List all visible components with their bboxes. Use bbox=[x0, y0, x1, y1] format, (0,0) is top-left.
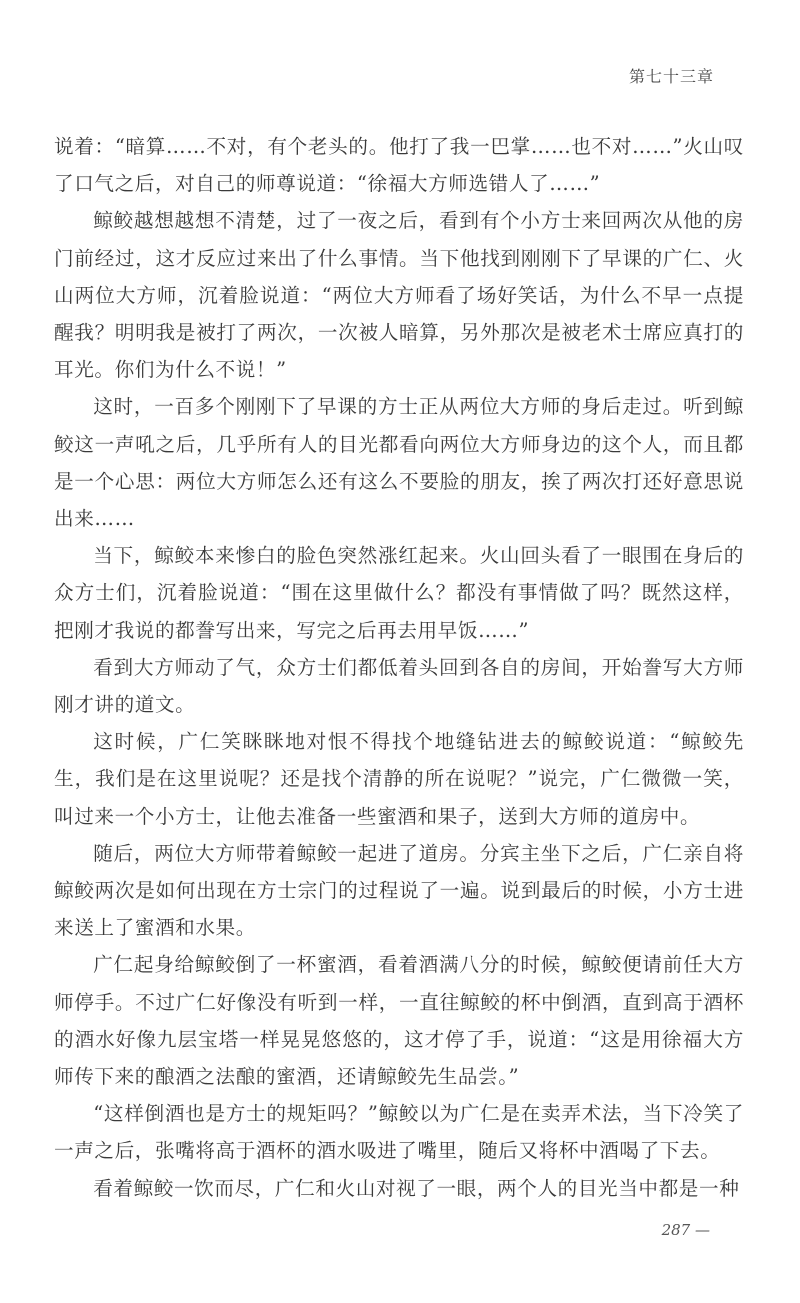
paragraph: 看着鲸鲛一饮而尽，广仁和火山对视了一眼，两个人的目光当中都是一种 bbox=[93, 1176, 740, 1200]
paragraph: 随后，两位大方师带着鲸鲛一起进了道房。分宾主坐下之后，广仁亲自将鲸鲛两次是如何出现在方士宗门的过程说了一遍。说到最后的时候，小方士进来送上了蜜酒和水果。 bbox=[54, 841, 744, 940]
paragraph: 广仁起身给鲸鲛倒了一杯蜜酒，看着酒满八分的时候，鲸鲛便请前任大方师停手。不过广仁好像没有听到一样，一直往鲸鲛的杯中倒酒，直到高于酒杯的酒水好像九层宝塔一样晃晃悠悠的，这才停了手，说道：“这是用徐福大方师传下来的酿酒之法酿的蜜酒，还请鲸鲛先生品尝。” bbox=[54, 953, 744, 1089]
paragraph: “这样倒酒也是方士的规矩吗？”鲸鲛以为广仁是在卖弄术法，当下冷笑了一声之后，张嘴将高于酒杯的酒水吸进了嘴里，随后又将杯中酒喝了下去。 bbox=[54, 1102, 744, 1163]
paragraph: 当下，鲸鲛本来惨白的脸色突然涨红起来。火山回头看了一眼围在身后的众方士们，沉着脸说道：“围在这里做什么？都没有事情做了吗？既然这样，把刚才我说的都誊写出来，写完之后再去用早饭……” bbox=[54, 544, 744, 642]
body-text bbox=[54, 128, 744, 1207]
paragraph: 看到大方师动了气，众方士们都低着头回到各自的房间，开始誊写大方师刚才讲的道文。 bbox=[54, 655, 744, 717]
paragraph: 说着：“暗算……不对，有个老头的。他打了我一巴掌……也不对……”火山叹了口气之后，对自己的师尊说道：“徐福大方师选错人了……” bbox=[54, 135, 744, 196]
paragraph: 鲸鲛越想越想不清楚，过了一夜之后，看到有个小方士来回两次从他的房门前经过，这才反应过来出了什么事情。当下他找到刚刚下了早课的广仁、火山两位大方师，沉着脸说道：“两位大方师看了场好笑话，为什么不早一点提醒我？明明我是被打了两次，一次被人暗算，另外那次是被老术士席应真打的耳光。你们为什么不说！” bbox=[54, 209, 744, 382]
chapter-header: 第七十三章 bbox=[628, 67, 714, 86]
paragraph: 这时候，广仁笑眯眯地对恨不得找个地缝钻进去的鲸鲛说道：“鲸鲛先生，我们是在这里说呢？还是找个清静的所在说呢？”说完，广仁微微一笑，叫过来一个小方士，让他去准备一些蜜酒和果子，送到大方师的道房中。 bbox=[54, 730, 744, 828]
page-number: 287 — bbox=[661, 1221, 710, 1239]
paragraph: 这时，一百多个刚刚下了早课的方士正从两位大方师的身后走过。听到鲸鲛这一声吼之后，几乎所有人的目光都看向两位大方师身边的这个人，而且都是一个心思：两位大方师怎么还有这么不要脸的朋友，挨了两次打还好意思说出来…… bbox=[54, 395, 744, 531]
